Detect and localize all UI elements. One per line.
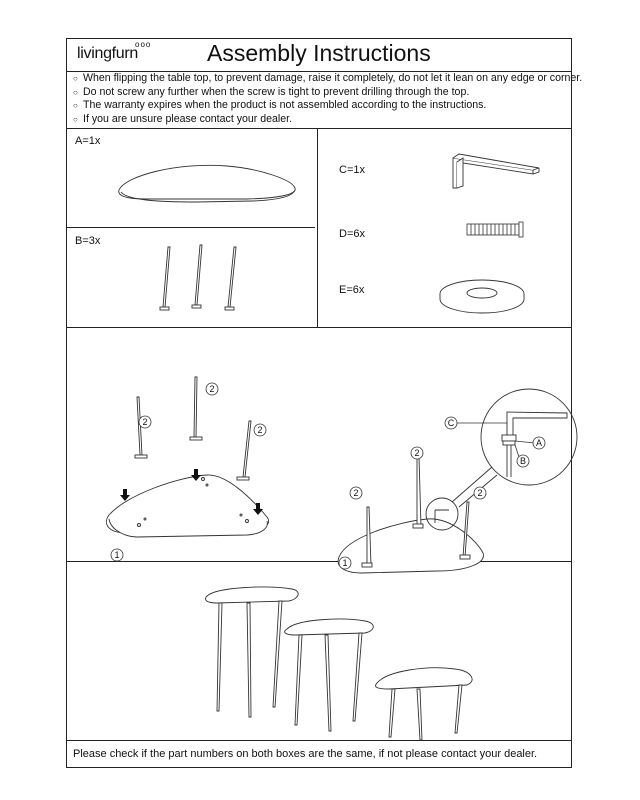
instruction-sheet (66, 38, 583, 768)
step-number: 1 (114, 550, 120, 560)
callout-b: B (519, 456, 527, 466)
brand-logo (77, 40, 152, 63)
bullet-icon: ○ (73, 114, 78, 124)
screw-drawing (317, 209, 573, 249)
divider (67, 740, 571, 741)
step-number: 2 (209, 384, 215, 394)
bullet-icon: ○ (73, 74, 78, 83)
part-a-label: A=1x (75, 135, 101, 147)
note-item: ○ If you are unsure please contact your dealer. (73, 112, 293, 125)
step-number: 2 (477, 488, 483, 498)
step-number: 2 (414, 448, 420, 458)
bracket-drawing (317, 128, 573, 218)
table-top-drawing (67, 128, 317, 227)
part-e-label: E=6x (339, 284, 365, 296)
part-d-label: D=6x (339, 228, 365, 240)
part-c-label: C=1x (339, 164, 365, 176)
note-item: ○ The warranty expires when the product is not assembled according to the instructions. (73, 99, 487, 112)
page-title: Assembly Instructions (207, 40, 431, 66)
callout-c: C (447, 418, 455, 428)
step-number: 2 (257, 425, 263, 435)
step-number: 2 (142, 417, 148, 427)
note-item: ○ When flipping the table top, to prevent damage, raise it completely, do not let it lean on any edge or corner. (73, 72, 583, 84)
bullet-icon: ○ (73, 87, 78, 97)
step-number: 2 (353, 488, 359, 498)
note-item: ○ Do not screw any further when the screw is tight to prevent drilling through the top. (73, 85, 470, 98)
assembly-steps-drawing (67, 327, 573, 568)
assembled-tables-drawing (67, 561, 573, 740)
brand-name: livingfurn (77, 45, 139, 62)
washer-drawing (317, 259, 573, 319)
bullet-icon: ○ (73, 101, 78, 111)
part-b-label: B=3x (75, 235, 101, 247)
callout-a: A (535, 438, 543, 448)
legs-drawing (67, 227, 317, 327)
brand-mark: ooo (135, 40, 152, 49)
step-number: 1 (342, 558, 348, 568)
footer-note: Please check if the part numbers on both boxes are the same, if not please contact your dealer. (73, 748, 538, 760)
notes-list (73, 72, 582, 126)
